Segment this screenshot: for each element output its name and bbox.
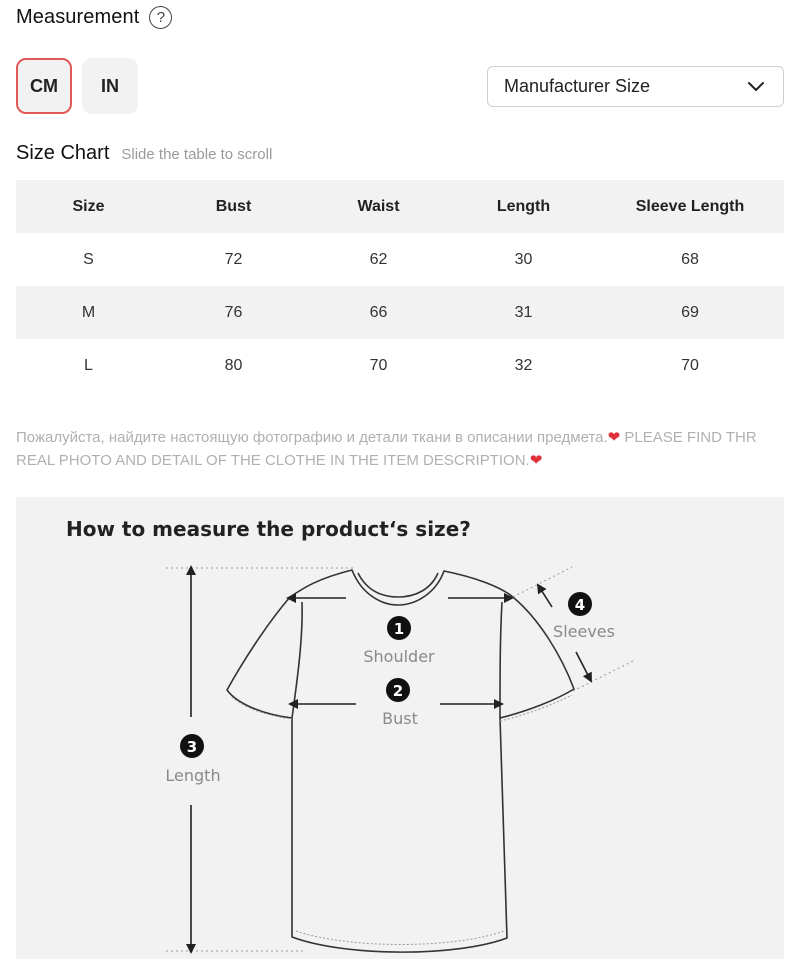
table-cell: M [16,286,161,339]
table-cell: 72 [224,250,243,268]
column-header-sleeve-length: Sleeve Length [596,180,784,233]
badge-4: 4 [574,596,586,614]
size-type-value: Manufacturer Size [504,76,651,96]
tshirt-diagram [16,497,784,959]
badge-3: 3 [186,738,198,756]
size-chart-table[interactable] [16,180,784,392]
measure-badges [165,592,615,785]
table-cell: 70 [681,356,699,374]
measurement-title: Measurement [16,6,140,28]
unit-cm-button[interactable] [16,58,72,114]
badge-1: 1 [393,620,405,638]
column-header-size: Size [16,180,161,233]
measurement-header [16,6,172,29]
size-type-select[interactable] [487,66,784,107]
table-cell: 31 [451,286,596,339]
label-bust: Bust [382,709,418,728]
note-text-en: PLEASE FIND THR REAL PHOTO AND DETAIL OF THE CLOTHE IN THE ITEM DESCRIPTION. [16,429,757,469]
chevron-down-icon [747,79,765,93]
table-cell: 76 [161,286,306,339]
table-row [16,286,784,339]
table-header-row [16,180,784,233]
table-cell: L [84,356,93,374]
note-text-ru: Пожалуйста, найдите настоящую фотографию и детали ткани в описании предмета. [16,429,608,446]
tshirt-stitching [232,695,572,945]
guide-title: How to measure the product‘s size? [66,517,471,541]
scroll-hint: Slide the table to scroll [121,146,273,163]
heart-icon: ❤ [529,452,543,469]
table-cell: 32 [514,356,533,374]
unit-cm-label: CM [30,75,58,96]
unit-in-button[interactable] [82,58,138,114]
column-header-bust: Bust [161,180,306,233]
table-cell: 30 [514,250,533,268]
unit-in-label: IN [101,75,119,96]
table-cell: 62 [369,250,388,268]
table-row [16,339,784,392]
table-cell: 69 [596,286,784,339]
table-cell: 80 [224,356,243,374]
item-description-note [16,426,786,472]
measurement-guide [16,497,784,959]
question-circle-icon[interactable]: ? [149,6,172,29]
size-chart-title: Size Chart [16,142,110,164]
label-length: Length [165,766,221,785]
table-cell: 66 [306,286,451,339]
table-cell: 68 [681,250,699,268]
table-row [16,233,784,286]
column-header-waist: Waist [306,180,451,233]
size-chart-header [16,142,272,165]
badge-2: 2 [392,682,404,700]
label-sleeves: Sleeves [553,622,615,641]
table-cell: S [83,250,94,268]
label-shoulder: Shoulder [363,647,435,666]
heart-icon: ❤ [607,429,621,446]
table-cell: 70 [369,356,388,374]
column-header-length: Length [451,180,596,233]
